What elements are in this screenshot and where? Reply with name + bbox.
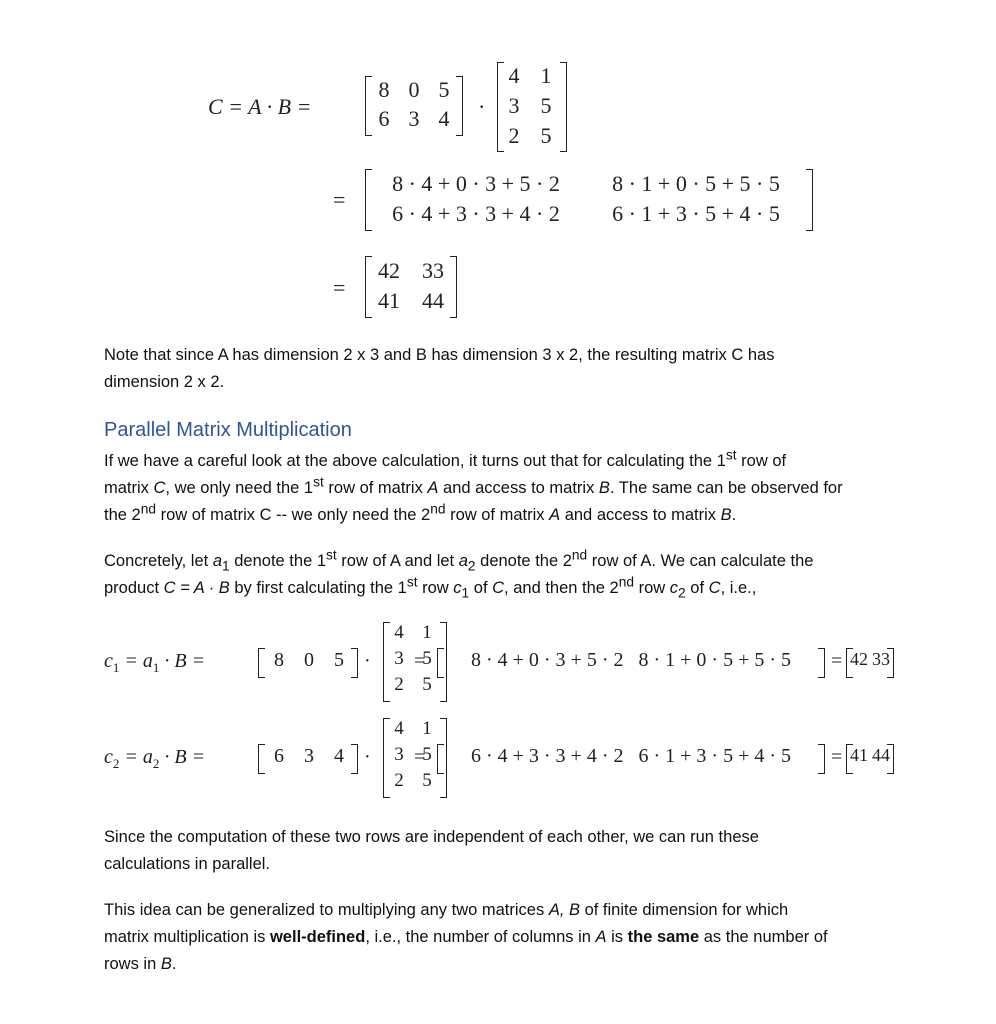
matrix-cell: 8 · 1 + 0 · 5 + 5 · 5 bbox=[612, 171, 780, 196]
matrix-cell: 4 bbox=[508, 63, 520, 88]
text-line: calculations in parallel. bbox=[104, 855, 271, 873]
matrix-cell: 5 bbox=[422, 674, 432, 695]
matrix-cell: 42 bbox=[850, 649, 868, 669]
section-heading: Parallel Matrix Multiplication bbox=[104, 419, 352, 441]
matrix-cell: 3 bbox=[394, 744, 404, 765]
eq3-equals: = bbox=[333, 275, 346, 300]
matrix-cell: 1 bbox=[540, 63, 552, 88]
matrix-cell: 44 bbox=[422, 288, 444, 313]
matrix-cell: 5 bbox=[438, 77, 450, 102]
row-eq2-result bbox=[846, 744, 894, 774]
row-eq2-equals: = bbox=[414, 746, 426, 768]
matrix-cell: 6 bbox=[274, 745, 284, 767]
matrix-cell: 8 bbox=[378, 77, 390, 102]
matrix-cell: 5 bbox=[422, 648, 432, 669]
row-eq2-equals-2: = bbox=[831, 746, 843, 768]
matrix-cell: 4 bbox=[394, 622, 404, 643]
matrix-cell: 3 bbox=[394, 648, 404, 669]
matrix-cell: 0 bbox=[304, 649, 314, 671]
matrix-cell: 1 bbox=[422, 718, 432, 739]
matrix-cell: 33 bbox=[422, 258, 444, 283]
text-line: Since the computation of these two rows are independent of each other, we can run these bbox=[104, 828, 759, 846]
note-line: dimension 2 x 2. bbox=[104, 373, 225, 391]
matrix-cell: 1 bbox=[422, 622, 432, 643]
matrix-cell: 6 · 1 + 3 · 5 + 4 · 5 bbox=[612, 201, 780, 226]
row-eq1-equals: = bbox=[414, 650, 426, 672]
paragraph-generalized: This idea can be generalized to multiplying any two matrices A, B of finite dimension for which matrix multiplication is well-defined, i.e., the number of columns in A is the same as the number of rows in B. bbox=[104, 901, 828, 973]
matrix-cell: 6 · 4 + 3 · 3 + 4 · 2 6 · 1 + 3 · 5 + 4 · 5 bbox=[470, 745, 792, 767]
paragraph-row-observation: If we have a careful look at the above calculation, it turns out that for calculating the 1st row of matrix C, we only need the 1st row of matrix A and access to matrix B. The same can be observed for the 2nd row of matrix C -- we only need the 2nd row of matrix A and access to matrix B. bbox=[104, 447, 843, 524]
row-vector-a2 bbox=[258, 744, 358, 774]
matrix-cell: 4 bbox=[438, 106, 450, 131]
note-line: Note that since A has dimension 2 x 3 and B has dimension 3 x 2, the resulting matrix C has bbox=[104, 346, 775, 364]
row-eq1-equals-2: = bbox=[831, 650, 843, 672]
matrix-cell: 4 bbox=[394, 718, 404, 739]
matrix-cell: 5 bbox=[422, 770, 432, 791]
eq2-equals: = bbox=[333, 187, 346, 212]
matrix-cell: 3 bbox=[408, 106, 420, 131]
matrix-b bbox=[497, 62, 567, 152]
matrix-cell: 6 · 4 + 3 · 3 + 4 · 2 bbox=[392, 201, 560, 226]
matrix-cell: 3 bbox=[304, 745, 314, 767]
matrix-cell: 5 bbox=[540, 93, 552, 118]
matrix-a bbox=[365, 76, 463, 136]
matrix-cell: 2 bbox=[394, 674, 404, 695]
product-expansion-matrix bbox=[365, 169, 813, 231]
matrix-cell: 2 bbox=[394, 770, 404, 791]
matrix-cell: 5 bbox=[422, 744, 432, 765]
matrix-cell: 41 bbox=[850, 745, 868, 765]
row-eq1-result bbox=[846, 648, 894, 678]
paragraph-independent bbox=[104, 824, 944, 878]
matrix-cell: 5 bbox=[334, 649, 344, 671]
matrix-cell: 44 bbox=[872, 745, 890, 765]
dot-operator: · bbox=[478, 94, 486, 119]
matrix-cell: 42 bbox=[378, 258, 400, 283]
result-matrix-c bbox=[365, 256, 457, 318]
matrix-cell: 8 · 4 + 0 · 3 + 5 · 2 bbox=[392, 171, 560, 196]
row-eq2-lhs: $c_2 = a_2 \cdot B$ = bbox=[104, 746, 206, 771]
row-eq1-expansion bbox=[437, 648, 825, 678]
dot-operator: · bbox=[364, 650, 371, 672]
matrix-cell: 5 bbox=[540, 123, 552, 148]
row-eq2-expansion bbox=[437, 744, 825, 774]
matrix-cell: 41 bbox=[378, 288, 400, 313]
matrix-cell: 2 bbox=[508, 123, 520, 148]
row-vector-a1 bbox=[258, 648, 358, 678]
matrix-cell: 33 bbox=[872, 649, 890, 669]
matrix-cell: 0 bbox=[408, 77, 420, 102]
eq1-lhs: C = A · B = bbox=[208, 94, 312, 119]
matrix-cell: 6 bbox=[378, 106, 390, 131]
row-eq1-lhs: $c_1 = a_1 \cdot B$ = bbox=[104, 650, 206, 675]
note-paragraph bbox=[104, 342, 924, 396]
paragraph-concretely: Concretely, let $a_1$ denote the 1st row of A and let $a_2$ denote the 2nd row of A. We can calculate the product C = A · B by first calculating the 1st row $c_1$ of C, and then the 2nd row $c_2$ of C, i.e., bbox=[104, 547, 814, 601]
dot-operator: · bbox=[364, 746, 371, 768]
matrix-cell: 8 bbox=[274, 649, 284, 671]
matrix-cell: 8 · 4 + 0 · 3 + 5 · 2 8 · 1 + 0 · 5 + 5 · 5 bbox=[470, 649, 792, 671]
matrix-cell: 3 bbox=[508, 93, 520, 118]
matrix-cell: 4 bbox=[334, 745, 344, 767]
